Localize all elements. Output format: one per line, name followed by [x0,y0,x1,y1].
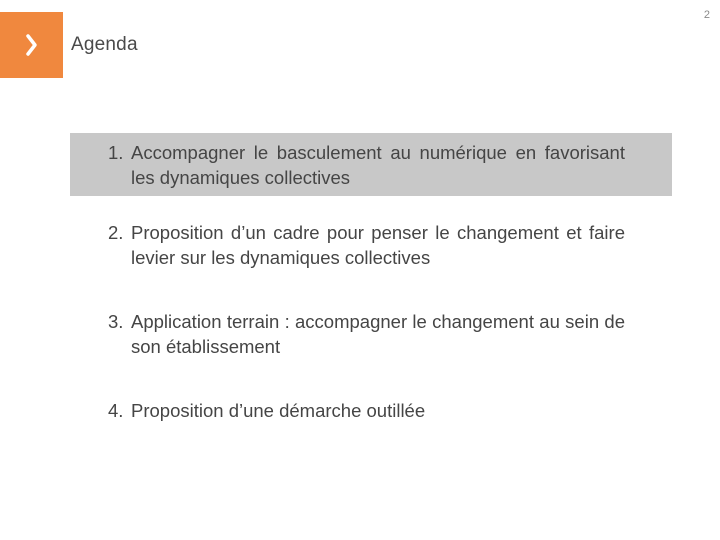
brand-logo [0,12,63,78]
chevron-right-icon [24,32,40,58]
agenda-list [70,133,672,431]
agenda-item-number: 4. [108,400,124,421]
agenda-item-number: 1. [108,142,124,163]
agenda-item-text: Proposition d’un cadre pour penser le changement et faire levier sur les dynamiques collectives [131,222,625,268]
agenda-item-number: 2. [108,222,124,243]
agenda-item-number: 3. [108,311,124,332]
agenda-item-1 [70,133,672,196]
agenda-item-text: Application terrain : accompagner le changement au sein de son établissement [131,311,625,357]
slide-title: Agenda [71,34,138,55]
page-number: 2 [703,9,710,21]
agenda-item-2 [70,211,672,278]
agenda-item-text: Proposition d’une démarche outillée [131,400,426,421]
agenda-item-4 [70,389,672,431]
agenda-item-3 [70,300,672,367]
agenda-item-text: Accompagner le basculement au numérique en favorisant les dynamiques collectives [131,142,625,188]
